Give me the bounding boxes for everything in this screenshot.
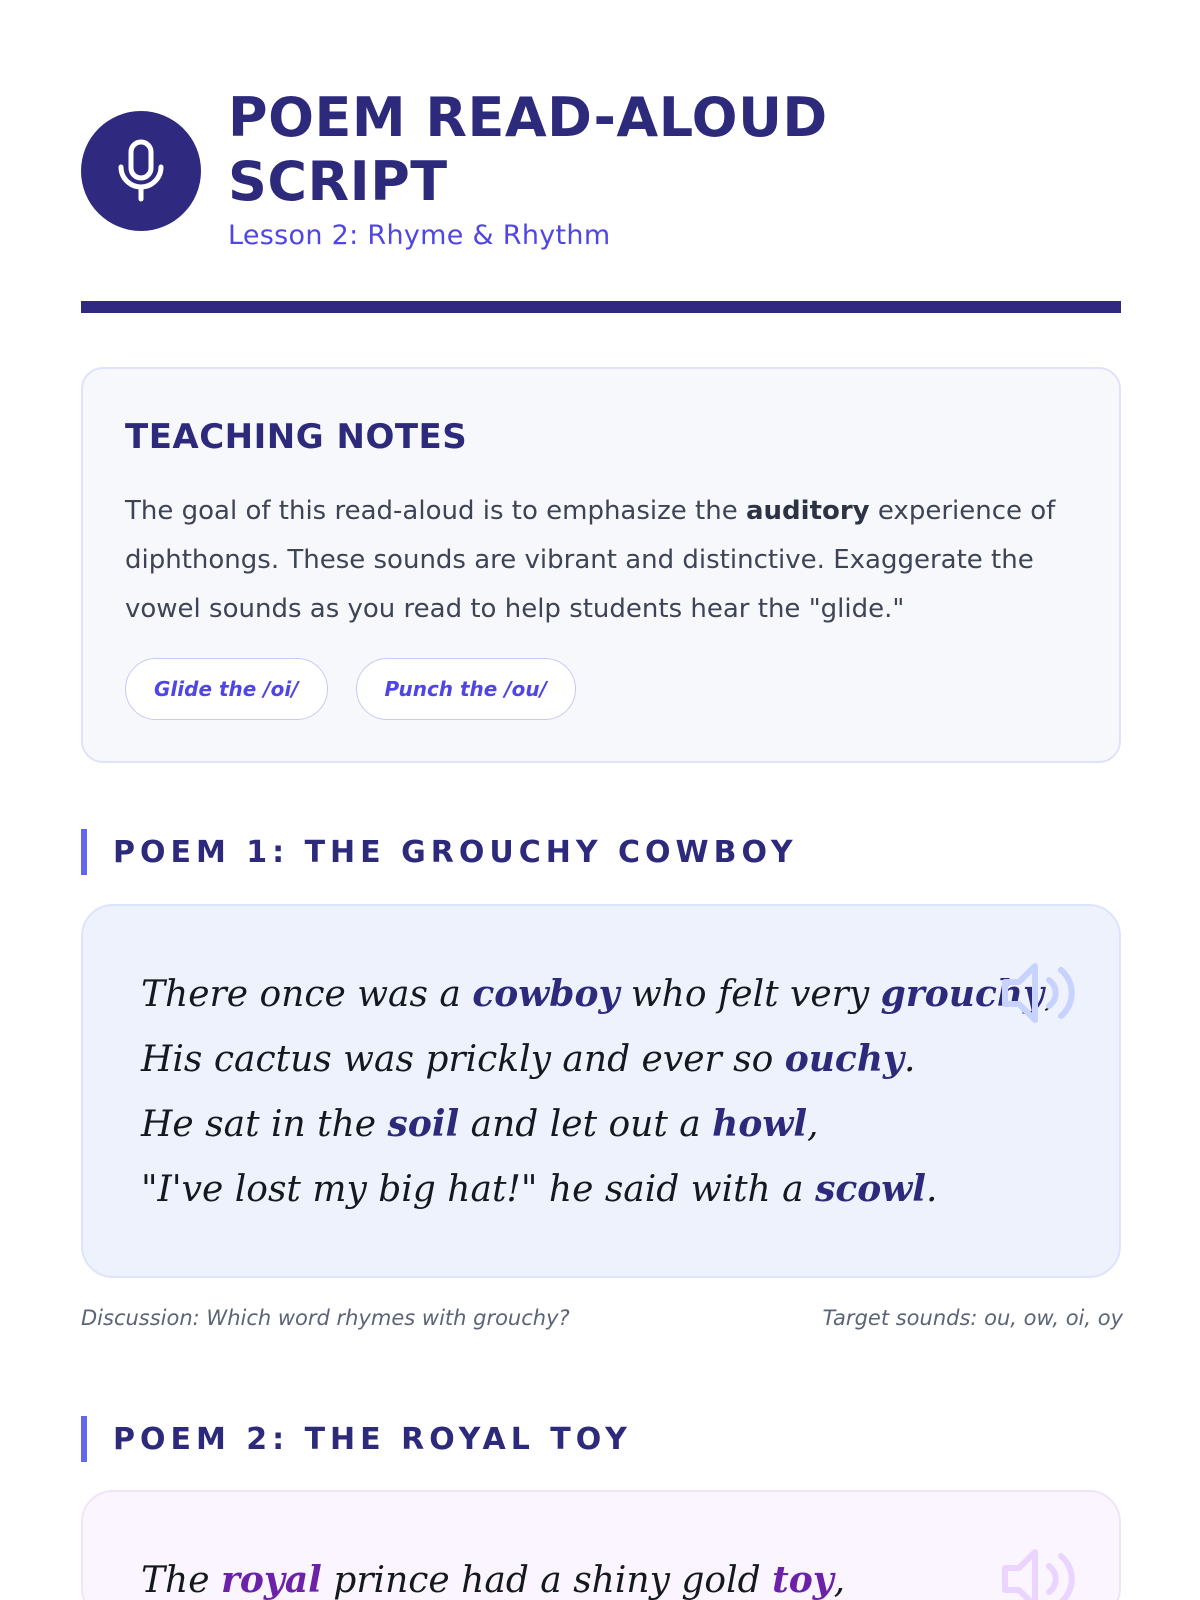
notes-text-part: The goal of this read-aloud is to emphasize the (125, 496, 746, 526)
poem-text: , (1043, 974, 1056, 1015)
teaching-notes-title: TEACHING NOTES (125, 417, 468, 457)
poem1-card (81, 904, 1121, 1278)
header-divider (81, 301, 1121, 313)
teaching-notes-text (125, 487, 1085, 634)
notes-text-part: experience of diphthongs. These sounds are vibrant and distinctive. Exaggerate the vowel sounds as you read to help students hear the "glide." (125, 496, 1056, 624)
teaching-notes-card (81, 367, 1121, 763)
page-subtitle: Lesson 2: Rhyme & Rhythm (228, 220, 611, 251)
poem-text: . (925, 1169, 938, 1210)
chip-glide-oi[interactable]: Glide the /oi/ (125, 658, 328, 720)
poem2-heading (81, 1416, 981, 1462)
poem-line (141, 1092, 1061, 1157)
poem-text: There once was a (141, 974, 473, 1015)
poem-text: and let out a (459, 1104, 713, 1145)
poem-text: He sat in the (141, 1104, 388, 1145)
rhyme-word: grouchy (880, 973, 1044, 1015)
poem2-heading-text: POEM 2: THE ROYAL TOY (113, 1421, 632, 1457)
rhyme-word: cowboy (472, 973, 620, 1015)
poem-text: who felt very (619, 974, 881, 1015)
poem-text: His cactus was prickly and ever so (141, 1039, 785, 1080)
rhyme-word: toy (772, 1559, 834, 1600)
page-header (81, 86, 1121, 251)
poem-line (141, 1027, 1061, 1092)
rhyme-word: howl (712, 1103, 808, 1145)
poem-line (141, 1548, 1061, 1600)
poem-text: , (833, 1560, 846, 1600)
speaker-icon[interactable] (997, 1544, 1077, 1600)
heading-accent-bar (81, 829, 87, 875)
poem-text: The (141, 1560, 221, 1600)
heading-accent-bar (81, 1416, 87, 1462)
poem2-card (81, 1490, 1121, 1600)
speaker-icon[interactable] (997, 958, 1077, 1028)
poem-text: "I've lost my big hat!" he said with a (141, 1169, 816, 1210)
poem2-lines (141, 1548, 1061, 1600)
poem1-heading-text: POEM 1: THE GROUCHY COWBOY (113, 834, 798, 870)
discussion-prompt: Discussion: Which word rhymes with grouchy? (81, 1306, 570, 1330)
rhyme-word: scowl (815, 1168, 926, 1210)
microphone-icon (81, 111, 201, 231)
rhyme-word: ouchy (784, 1038, 904, 1080)
poem1-heading (81, 829, 981, 875)
poem-text: . (903, 1039, 916, 1080)
page-title: POEM READ-ALOUD SCRIPT (228, 86, 828, 213)
notes-text-bold: auditory (745, 496, 870, 526)
chip-punch-ou[interactable]: Punch the /ou/ (356, 658, 576, 720)
target-sounds: Target sounds: ou, ow, oi, oy (822, 1306, 1123, 1330)
rhyme-word: royal (220, 1559, 322, 1600)
poem1-lines (141, 962, 1061, 1222)
poem-text: , (807, 1104, 819, 1145)
poem1-footer (81, 1306, 1123, 1330)
rhyme-word: soil (387, 1103, 460, 1145)
notes-chips (125, 658, 576, 720)
poem-line (141, 962, 1061, 1027)
poem-text: prince had a shiny gold (321, 1560, 773, 1600)
poem-line (141, 1157, 1061, 1222)
